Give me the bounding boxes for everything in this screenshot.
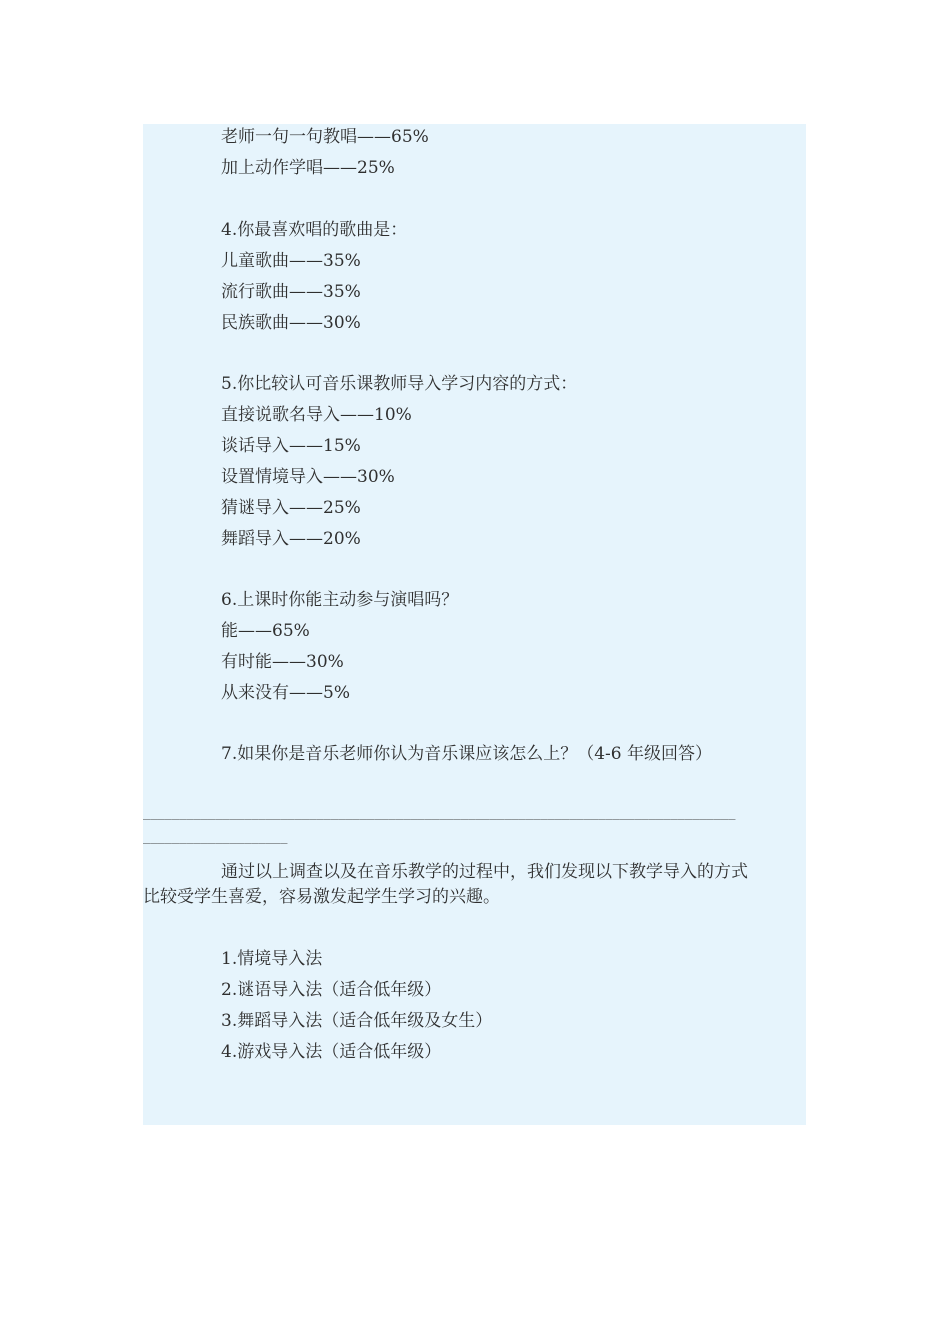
method-item: 1.情境导入法 bbox=[221, 949, 323, 969]
q5-question: 5.你比较认可音乐课教师导入学习内容的方式： bbox=[221, 374, 578, 394]
method-item: 3.舞蹈导入法（适合低年级及女生） bbox=[221, 1011, 493, 1031]
q4-option: 流行歌曲——35% bbox=[221, 282, 361, 302]
q6-option: 有时能——30% bbox=[221, 652, 344, 672]
q4-option: 民族歌曲——30% bbox=[221, 313, 361, 333]
q4-option: 儿童歌曲——35% bbox=[221, 251, 361, 271]
summary-paragraph-line1: 通过以上调查以及在音乐教学的过程中，我们发现以下教学导入的方式 bbox=[221, 862, 748, 882]
q5-option: 舞蹈导入——20% bbox=[221, 529, 361, 549]
method-item: 2.谜语导入法（适合低年级） bbox=[221, 980, 442, 1000]
summary-paragraph-line2: 比较受学生喜爱，容易激发起学生学习的兴趣。 bbox=[143, 887, 500, 907]
q5-option: 猜谜导入——25% bbox=[221, 498, 361, 518]
answer-line: ____________________ bbox=[143, 830, 288, 844]
method-item: 4.游戏导入法（适合低年级） bbox=[221, 1042, 442, 1062]
q6-option: 能——65% bbox=[221, 621, 310, 641]
q3-option: 加上动作学唱——25% bbox=[221, 158, 395, 178]
q5-option: 设置情境导入——30% bbox=[221, 467, 395, 487]
q5-option: 直接说歌名导入——10% bbox=[221, 405, 412, 425]
answer-line: __________________________________________________________________________________ bbox=[143, 806, 736, 820]
q6-question: 6.上课时你能主动参与演唱吗？ bbox=[221, 590, 459, 610]
q3-option: 老师一句一句教唱——65% bbox=[221, 127, 429, 147]
q6-option: 从来没有——5% bbox=[221, 683, 350, 703]
q7-question: 7.如果你是音乐老师你认为音乐课应该怎么上？（4-6 年级回答） bbox=[221, 744, 712, 764]
q5-option: 谈话导入——15% bbox=[221, 436, 361, 456]
q4-question: 4.你最喜欢唱的歌曲是： bbox=[221, 220, 408, 240]
